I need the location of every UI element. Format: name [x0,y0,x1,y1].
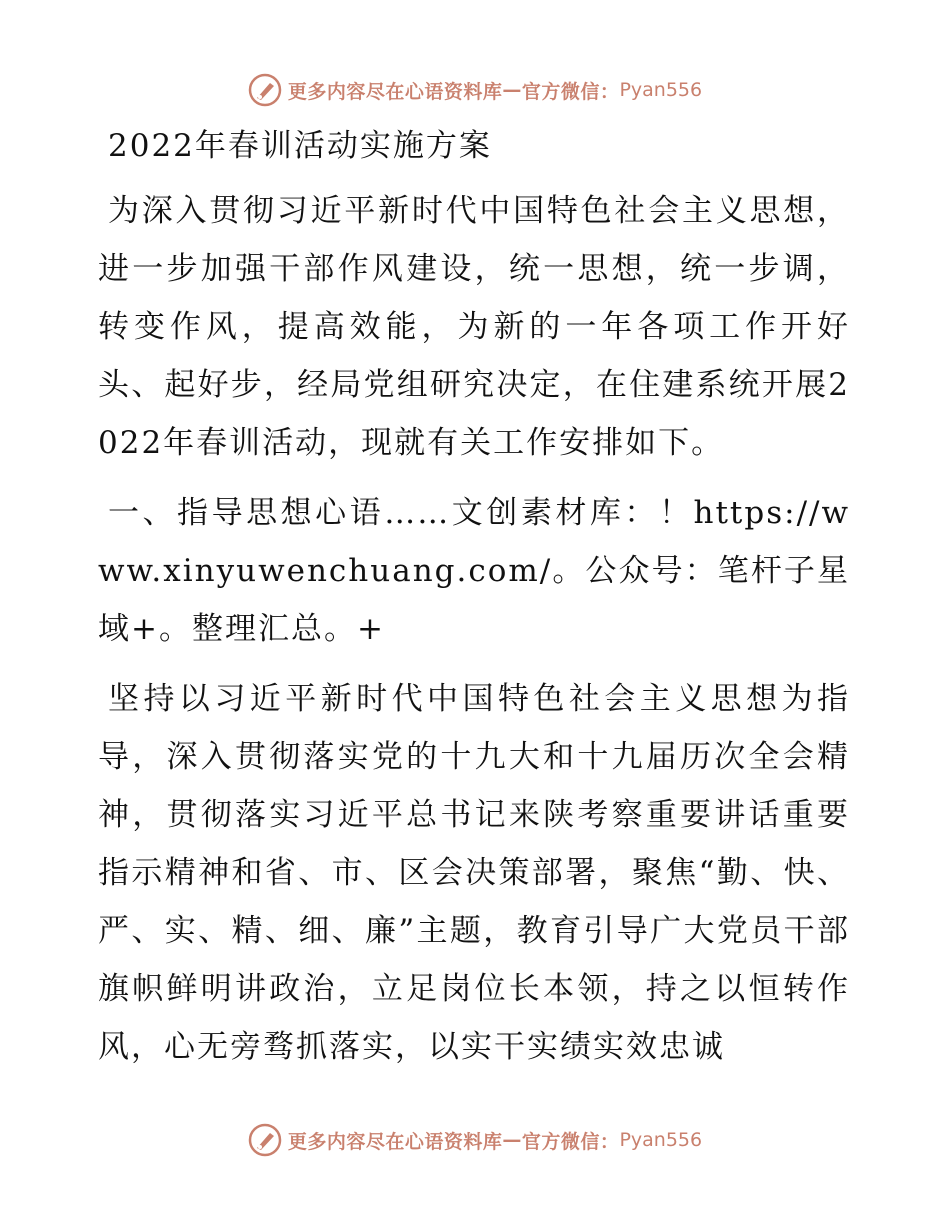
watermark-text: 更多内容尽在心语资料库 [287,80,503,103]
watermark-account: Pyan556 [619,79,703,101]
watermark-header [0,70,950,110]
watermark-separator: — [502,1129,522,1151]
document-body [98,118,850,1088]
watermark-separator: — [502,79,522,101]
watermark-text: 更多内容尽在心语资料库 [287,1130,503,1153]
watermark-footer [0,1120,950,1160]
paragraph-guiding-thought: 坚持以习近平新时代中国特色社会主义思想为指导，深入贯彻落实党的十九大和十九届历次全会精神，贯彻落实习近平总书记来陕考察重要讲话重要指示精神和省、市、区会决策部署，聚焦“勤、快、严、实、精、细、廉”主题，教育引导广大党员干部旗帜鲜明讲政治，立足岗位长本领，持之以恒转作风，心无旁骛抓落实，以实干实绩实效忠诚 [98,681,850,1065]
pen-logo-icon [248,1123,282,1157]
watermark-suffix: 官方微信： [521,1130,620,1153]
watermark-account: Pyan556 [619,1129,703,1151]
paragraph-intro: 为深入贯彻习近平新时代中国特色社会主义思想，进一步加强干部作风建设，统一思想，统一步调，转变作风，提高效能，为新的一年各项工作开好头、起好步，经局党组研究决定，在住建系统开展2022年春训活动，现就有关工作安排如下。 [98,193,850,461]
watermark-suffix: 官方微信： [521,80,620,103]
pen-logo-icon [248,73,282,107]
paragraph-guiding-thought-heading: 一、指导思想心语……文创素材库：！https://www.xinyuwenchuang.com/。公众号：笔杆子星域+。整理汇总。+ [98,495,850,647]
document-title: 2022年春训活动实施方案 [108,128,492,164]
